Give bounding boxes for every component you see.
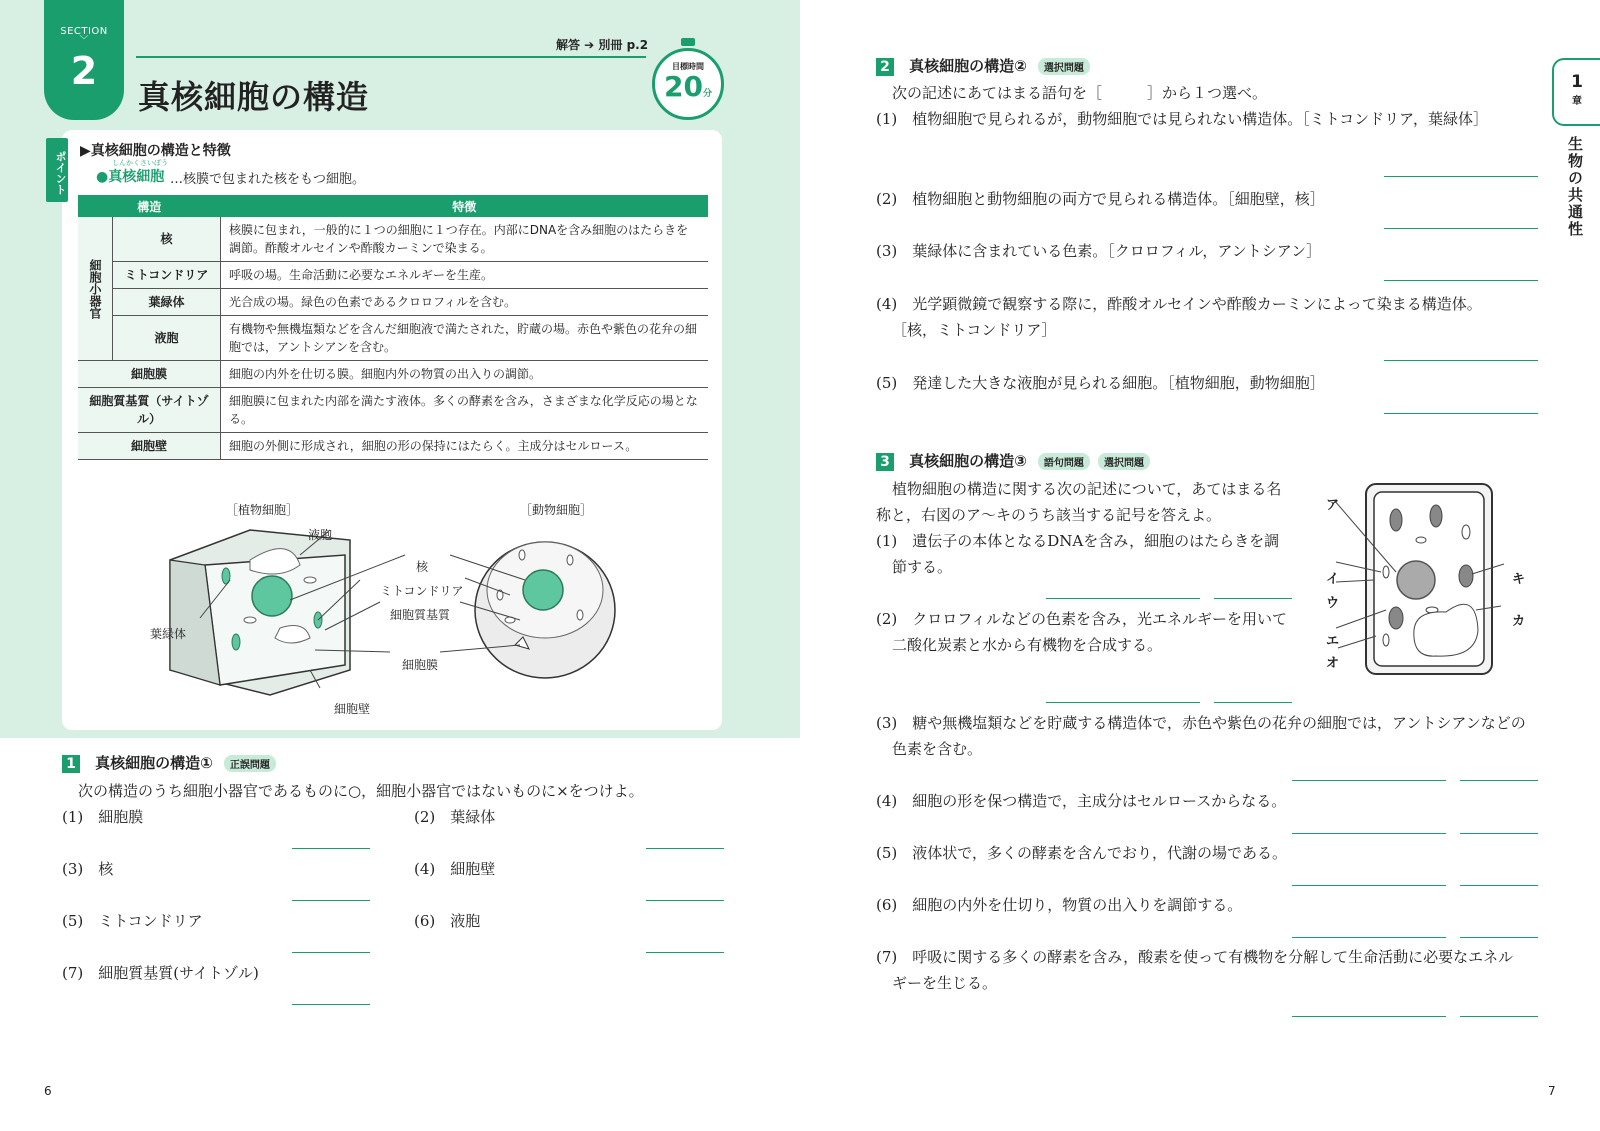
chapter-tab xyxy=(1552,58,1600,126)
answer-blank[interactable] xyxy=(1046,702,1200,703)
answer-blank[interactable] xyxy=(1384,280,1538,281)
definition-term: ●真核細胞 xyxy=(96,169,165,185)
chevron-down-icon: ﹀ xyxy=(79,36,89,46)
point-heading: ▶真核細胞の構造と特徴 xyxy=(80,143,231,159)
q3-item: (5) 液体状で，多くの酵素を含んでおり，代謝の場である。 xyxy=(876,844,1287,862)
structure-cell: ミトコンドリア xyxy=(113,262,221,289)
ruby-text: しんかくさいぼう xyxy=(112,159,168,167)
q3-item-cont: 色素を含む。 xyxy=(892,740,983,758)
answer-blank[interactable] xyxy=(1292,780,1446,781)
plant-cell-figure xyxy=(1326,480,1526,680)
answer-blank[interactable] xyxy=(1384,228,1538,229)
answer-blank[interactable] xyxy=(1292,1016,1446,1017)
q3-item: (1) 遺伝子の本体となるDNAを含み，細胞のはたらきを調 xyxy=(876,532,1280,550)
label-cytosol: 細胞質基質 xyxy=(390,608,451,622)
answer-blank[interactable] xyxy=(1384,176,1538,177)
figure-label-ka: カ xyxy=(1512,614,1526,629)
feature-cell: 細胞の外側に形成され，細胞の形の保持にはたらく。主成分はセルロース。 xyxy=(221,433,709,460)
q1-item: (7) 細胞質基質(サイトゾル) xyxy=(62,964,259,982)
q2-title: 真核細胞の構造② xyxy=(909,57,1027,75)
q2-item: (5) 発達した大きな液胞が見られる細胞。［植物細胞，動物細胞］ xyxy=(876,374,1325,392)
answer-blank[interactable] xyxy=(646,900,724,901)
answer-blank[interactable] xyxy=(1460,780,1538,781)
q3-instruction: 植物細胞の構造に関する次の記述について，あてはまる名 xyxy=(892,480,1282,498)
q3-item: (3) 糖や無機塩類などを貯蔵する構造体で，赤色や紫色の花弁の細胞では，アントシアンなどの xyxy=(876,714,1526,732)
q3-badge-choice: 選択問題 xyxy=(1098,453,1150,470)
table-header-feature: 特徴 xyxy=(221,195,709,217)
q3-header xyxy=(876,450,1150,471)
q1-item: (4) 細胞壁 xyxy=(414,860,496,878)
answer-reference: 解答 ➔ 別冊 p.2 xyxy=(556,38,649,52)
page-title: 真核細胞の構造 xyxy=(138,78,370,116)
answer-blank[interactable] xyxy=(292,952,370,953)
answer-blank[interactable] xyxy=(1292,937,1446,938)
figure-label-a: ア xyxy=(1326,498,1340,513)
table-row xyxy=(78,262,708,289)
q1-item: (5) ミトコンドリア xyxy=(62,912,203,930)
animal-cell-label: ［動物細胞］ xyxy=(520,503,593,517)
structure-table xyxy=(78,195,708,460)
answer-blank[interactable] xyxy=(1460,937,1538,938)
q3-number: 3 xyxy=(876,453,894,471)
answer-blank[interactable] xyxy=(1292,885,1446,886)
q3-title: 真核細胞の構造③ xyxy=(909,452,1027,470)
timer-unit: 分 xyxy=(702,89,712,99)
answer-blank[interactable] xyxy=(1460,833,1538,834)
figure-label-ki: キ xyxy=(1512,572,1526,587)
q3-item: (2) クロロフィルなどの色素を含み，光エネルギーを用いて xyxy=(876,610,1287,628)
structure-cell: 細胞膜 xyxy=(78,361,221,388)
figure-label-o: オ xyxy=(1326,656,1340,671)
table-row xyxy=(78,361,708,388)
answer-blank[interactable] xyxy=(1384,360,1538,361)
section-label: SECTION xyxy=(60,26,108,37)
plant-cell-illustration xyxy=(170,530,350,695)
answer-blank[interactable] xyxy=(1046,598,1200,599)
q2-item: (3) 葉緑体に含まれている色素。［クロロフィル，アントシアン］ xyxy=(876,242,1322,260)
feature-cell: 細胞膜に包まれた内部を満たす液体。多くの酵素を含み，さまざまな化学反応の場となる。 xyxy=(221,388,709,433)
target-time xyxy=(652,48,724,120)
feature-cell: 光合成の場。緑色の色素であるクロロフィルを含む。 xyxy=(221,289,709,316)
plant-cell-label: ［植物細胞］ xyxy=(226,503,299,517)
q1-item: (1) 細胞膜 xyxy=(62,808,144,826)
timer-label: 目標時間 xyxy=(672,62,704,71)
structure-cell: 細胞壁 xyxy=(78,433,221,460)
q2-item: (4) 光学顕微鏡で観察する際に，酢酸オルセインや酢酸カーミンによって染まる構造体。 xyxy=(876,295,1482,313)
organelle-group-label: 細胞小器官 xyxy=(78,217,113,361)
q1-instruction: 次の構造のうち細胞小器官であるものに○，細胞小器官ではないものに×をつけよ。 xyxy=(78,782,644,800)
q1-item: (2) 葉緑体 xyxy=(414,808,496,826)
q2-instruction: 次の記述にあてはまる語句を［ ］から１つ選べ。 xyxy=(892,84,1268,102)
table-row xyxy=(78,433,708,460)
label-chloroplast: 葉緑体 xyxy=(150,627,187,641)
section-number: 2 xyxy=(70,49,98,93)
answer-blank[interactable] xyxy=(646,952,724,953)
q3-item: (6) 細胞の内外を仕切り，物質の出入りを調節する。 xyxy=(876,896,1243,914)
table-row xyxy=(78,217,708,262)
title-rule xyxy=(136,56,646,58)
figure-label-i: イ xyxy=(1326,572,1340,587)
section-tab xyxy=(44,0,124,120)
structure-cell: 液胞 xyxy=(113,316,221,361)
answer-blank[interactable] xyxy=(1214,702,1292,703)
q1-item: (3) 核 xyxy=(62,860,114,878)
q1-badge: 正誤問題 xyxy=(224,755,276,772)
q1-item: (6) 液胞 xyxy=(414,912,481,930)
answer-blank[interactable] xyxy=(646,848,724,849)
animal-cell-illustration xyxy=(475,542,615,678)
stopwatch-icon xyxy=(681,38,695,46)
label-nucleus: 核 xyxy=(416,560,429,574)
answer-blank[interactable] xyxy=(1292,833,1446,834)
label-mitochondria: ミトコンドリア xyxy=(380,584,464,598)
q3-item: (4) 細胞の形を保つ構造で，主成分はセルロースからなる。 xyxy=(876,792,1287,810)
label-cell-wall: 細胞壁 xyxy=(334,702,371,716)
page-number-right: 7 xyxy=(1548,1084,1556,1098)
table-row xyxy=(78,388,708,433)
answer-blank[interactable] xyxy=(1384,413,1538,414)
timer-value: 20 xyxy=(664,70,703,103)
answer-blank[interactable] xyxy=(1460,1016,1538,1017)
label-vacuole: 液胞 xyxy=(308,528,333,542)
label-cell-membrane: 細胞膜 xyxy=(402,658,439,672)
figure-label-e: エ xyxy=(1326,634,1340,649)
q2-item: (1) 植物細胞で見られるが，動物細胞では見られない構造体。［ミトコンドリア，葉緑体］ xyxy=(876,110,1488,128)
table-row xyxy=(78,289,708,316)
structure-cell: 葉緑体 xyxy=(113,289,221,316)
answer-blank[interactable] xyxy=(292,1004,370,1005)
definition-text: …核膜で包まれた核をもつ細胞。 xyxy=(170,172,366,187)
figure-label-u: ウ xyxy=(1326,596,1340,611)
feature-cell: 核膜に包まれ，一般的に１つの細胞に１つ存在。内部にDNAを含み細胞のはたらきを調節。酢酸オルセインや酢酸カーミンで染まる。 xyxy=(221,217,709,262)
q2-item: (2) 植物細胞と動物細胞の両方で見られる構造体。［細胞壁，核］ xyxy=(876,190,1325,208)
chapter-number: 1 xyxy=(1571,72,1583,92)
q3-item-cont: 二酸化炭素と水から有機物を合成する。 xyxy=(892,636,1163,654)
q3-instruction: 称と，右図のア～キのうち該当する記号を答えよ。 xyxy=(876,506,1222,524)
q3-item: (7) 呼吸に関する多くの酵素を含み，酸素を使って有機物を分解して生命活動に必要なエネル xyxy=(876,948,1514,966)
q3-item-cont: 節する。 xyxy=(892,558,953,576)
q2-badge: 選択問題 xyxy=(1038,58,1090,75)
q1-number: 1 xyxy=(62,755,80,773)
structure-cell: 細胞質基質（サイトゾル） xyxy=(78,388,221,433)
table-header-structure: 構造 xyxy=(78,195,221,217)
feature-cell: 有機物や無機塩類などを含んだ細胞液で満たされた，貯蔵の場。赤色や紫色の花弁の細胞では，アントシアンを含む。 xyxy=(221,316,709,361)
answer-blank[interactable] xyxy=(1460,885,1538,886)
q1-header xyxy=(62,752,276,773)
table-row xyxy=(78,316,708,361)
structure-cell: 核 xyxy=(113,217,221,262)
answer-blank[interactable] xyxy=(292,900,370,901)
q2-number: 2 xyxy=(876,58,894,76)
q3-badge-terms: 語句問題 xyxy=(1038,453,1090,470)
answer-blank[interactable] xyxy=(292,848,370,849)
q3-item-cont: ギーを生じる。 xyxy=(892,974,998,992)
answer-blank[interactable] xyxy=(1214,598,1292,599)
point-tab: ポイント xyxy=(46,138,68,202)
q1-title: 真核細胞の構造① xyxy=(95,754,213,772)
q2-item-choices: ［核，ミトコンドリア］ xyxy=(892,321,1057,339)
page-number-left: 6 xyxy=(44,1084,52,1098)
chapter-unit: 章 xyxy=(1572,96,1582,107)
chapter-name: 生物の共通性 xyxy=(1566,136,1584,238)
feature-cell: 細胞の内外を仕切る膜。細胞内外の物質の出入りの調節。 xyxy=(221,361,709,388)
feature-cell: 呼吸の場。生命活動に必要なエネルギーを生産。 xyxy=(221,262,709,289)
q2-header xyxy=(876,55,1090,76)
